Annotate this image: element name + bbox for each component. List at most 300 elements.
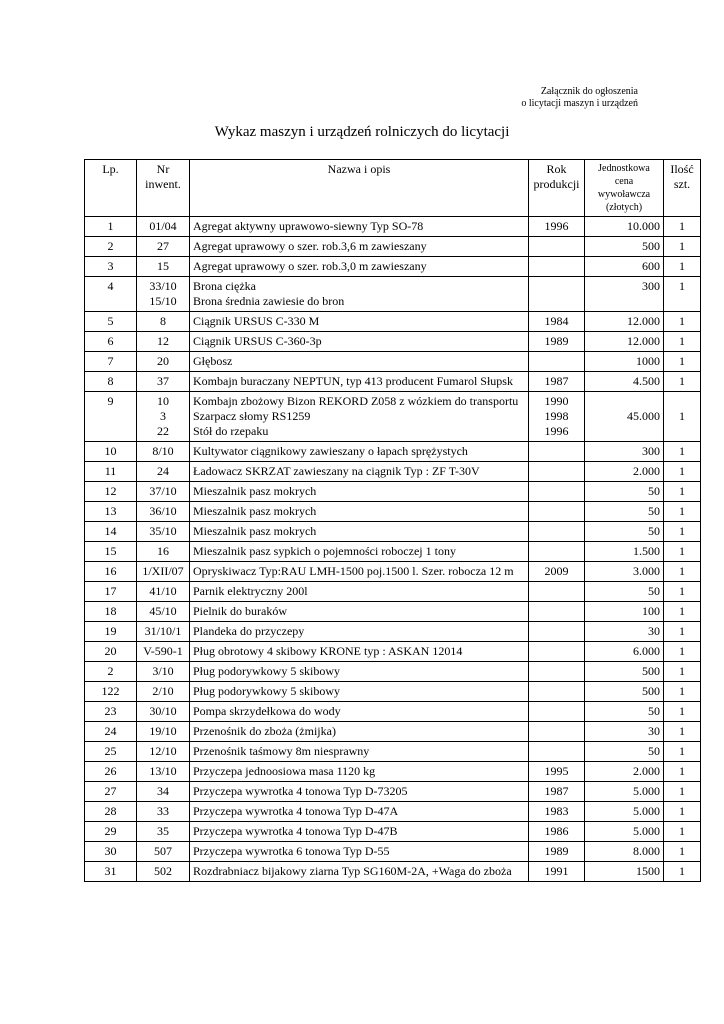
cell-inventory-number — [137, 442, 190, 462]
cell-name-line: Ładowacz SKRZAT zawieszany na ciągnik Typ : ZF T-30V — [193, 464, 480, 478]
cell-year — [529, 702, 585, 722]
cell-quantity: 1 — [664, 502, 701, 522]
cell-year — [529, 372, 585, 392]
cell-name-line: Pielnik do buraków — [193, 604, 287, 618]
cell-quantity: 1 — [664, 442, 701, 462]
cell-price: 3.000 — [585, 562, 664, 582]
cell-lp-line: 7 — [107, 354, 114, 368]
cell-inventory-number — [137, 682, 190, 702]
header-price-line4: (złotych) — [605, 202, 643, 213]
cell-lp-line: 24 — [104, 724, 117, 738]
cell-lp-line: 1 — [107, 219, 114, 233]
cell-quantity: 1 — [664, 482, 701, 502]
header-qty-line1: Ilość — [670, 162, 694, 176]
cell-year — [529, 482, 585, 502]
cell-inventory-number — [137, 702, 190, 722]
cell-name — [190, 217, 529, 237]
cell-lp — [85, 582, 137, 602]
cell-name-line: Agregat uprawowy o szer. rob.3,0 m zawieszany — [193, 259, 427, 273]
cell-quantity: 1 — [664, 522, 701, 542]
cell-lp — [85, 392, 137, 442]
cell-price: 10.000 — [585, 217, 664, 237]
cell-inventory-number-line: 22 — [157, 424, 169, 438]
header-price-line1: Jednostkowa — [598, 163, 650, 174]
cell-name — [190, 502, 529, 522]
cell-quantity: 1 — [664, 722, 701, 742]
cell-name-line: Przyczepa wywrotka 4 tonowa Typ D-73205 — [193, 784, 408, 798]
cell-price: 8.000 — [585, 842, 664, 862]
cell-lp-line: 30 — [104, 844, 117, 858]
attachment-note — [521, 86, 638, 110]
cell-price: 300 — [585, 277, 664, 312]
cell-inventory-number-line: 41/10 — [149, 584, 177, 598]
cell-name — [190, 392, 529, 442]
cell-lp — [85, 372, 137, 392]
cell-lp — [85, 352, 137, 372]
cell-inventory-number-line: 24 — [157, 464, 169, 478]
cell-inventory-number — [137, 237, 190, 257]
cell-year — [529, 237, 585, 257]
cell-year — [529, 217, 585, 237]
cell-inventory-number-line: 35/10 — [149, 524, 177, 538]
cell-lp-line: 9 — [107, 394, 114, 408]
cell-inventory-number-line: 15 — [157, 259, 169, 273]
cell-name-line: Brona średnia zawiesie do bron — [193, 294, 345, 308]
table-row — [85, 237, 701, 257]
cell-lp — [85, 602, 137, 622]
cell-year — [529, 642, 585, 662]
cell-quantity: 1 — [664, 542, 701, 562]
cell-year-line: 1987 — [544, 374, 569, 388]
cell-year — [529, 352, 585, 372]
cell-quantity: 1 — [664, 217, 701, 237]
cell-inventory-number-line: 27 — [157, 239, 169, 253]
cell-quantity: 1 — [664, 842, 701, 862]
cell-price: 5.000 — [585, 822, 664, 842]
cell-year — [529, 257, 585, 277]
cell-lp-line: 2 — [107, 239, 114, 253]
cell-year-line: 1983 — [544, 804, 569, 818]
cell-inventory-number-line: V-590-1 — [143, 644, 183, 658]
cell-name — [190, 842, 529, 862]
cell-lp-line: 12 — [104, 484, 117, 498]
cell-year — [529, 682, 585, 702]
table-row — [85, 802, 701, 822]
cell-lp — [85, 682, 137, 702]
cell-inventory-number-line: 15/10 — [149, 294, 177, 308]
cell-name-line: Parnik elektryczny 200l — [193, 584, 308, 598]
cell-lp — [85, 642, 137, 662]
cell-price: 50 — [585, 742, 664, 762]
cell-lp — [85, 482, 137, 502]
cell-year-line: 1995 — [544, 764, 569, 778]
cell-inventory-number-line: 10 — [157, 394, 169, 408]
header-price — [585, 160, 664, 217]
cell-year — [529, 392, 585, 442]
table-row — [85, 842, 701, 862]
cell-inventory-number-line: 33 — [157, 804, 169, 818]
cell-inventory-number — [137, 622, 190, 642]
cell-year — [529, 742, 585, 762]
table-row — [85, 542, 701, 562]
cell-inventory-number — [137, 822, 190, 842]
table-row — [85, 862, 701, 882]
cell-name — [190, 642, 529, 662]
table-row — [85, 602, 701, 622]
cell-lp — [85, 442, 137, 462]
cell-lp-line: 29 — [104, 824, 117, 838]
cell-name — [190, 462, 529, 482]
cell-quantity: 1 — [664, 642, 701, 662]
cell-lp — [85, 277, 137, 312]
cell-lp — [85, 822, 137, 842]
cell-inventory-number — [137, 602, 190, 622]
cell-inventory-number — [137, 742, 190, 762]
table-row — [85, 562, 701, 582]
cell-inventory-number — [137, 392, 190, 442]
cell-name — [190, 602, 529, 622]
cell-name-line: Przyczepa wywrotka 4 tonowa Typ D-47B — [193, 824, 398, 838]
cell-inventory-number-line: 45/10 — [149, 604, 177, 618]
cell-year — [529, 442, 585, 462]
cell-lp — [85, 312, 137, 332]
equipment-table — [84, 159, 701, 882]
header-year — [529, 160, 585, 217]
cell-lp — [85, 522, 137, 542]
cell-year — [529, 842, 585, 862]
cell-lp-line: 15 — [104, 544, 117, 558]
cell-name — [190, 742, 529, 762]
cell-name-line: Pompa skrzydełkowa do wody — [193, 704, 341, 718]
cell-price: 2.000 — [585, 462, 664, 482]
cell-name-line: Przenośnik do zboża (żmijka) — [193, 724, 336, 738]
cell-lp — [85, 662, 137, 682]
cell-inventory-number — [137, 482, 190, 502]
cell-year-line: 1984 — [544, 314, 569, 328]
cell-year — [529, 312, 585, 332]
cell-name-line: Plandeka do przyczepy — [193, 624, 305, 638]
cell-quantity: 1 — [664, 762, 701, 782]
cell-quantity: 1 — [664, 352, 701, 372]
cell-quantity: 1 — [664, 802, 701, 822]
cell-price: 30 — [585, 622, 664, 642]
cell-inventory-number-line: 1/XII/07 — [142, 564, 184, 578]
table-row — [85, 682, 701, 702]
cell-quantity: 1 — [664, 782, 701, 802]
cell-price: 1500 — [585, 862, 664, 882]
cell-year — [529, 277, 585, 312]
cell-year — [529, 762, 585, 782]
cell-name-line: Ciągnik URSUS C-330 M — [193, 314, 320, 328]
cell-lp — [85, 802, 137, 822]
header-inventory-number — [137, 160, 190, 217]
cell-price: 500 — [585, 237, 664, 257]
cell-lp-line: 2 — [107, 664, 114, 678]
cell-inventory-number-line: 16 — [157, 544, 169, 558]
cell-year-line: 1996 — [544, 219, 569, 233]
cell-lp-line: 5 — [107, 314, 114, 328]
cell-inventory-number-line: 35 — [157, 824, 169, 838]
table-row — [85, 782, 701, 802]
cell-name-line: Mieszalnik pasz mokrych — [193, 504, 317, 518]
cell-price: 500 — [585, 662, 664, 682]
cell-name-line: Ciągnik URSUS C-360-3p — [193, 334, 322, 348]
cell-inventory-number-line: 8 — [160, 314, 166, 328]
cell-price: 6.000 — [585, 642, 664, 662]
cell-price: 12.000 — [585, 312, 664, 332]
cell-name — [190, 332, 529, 352]
cell-lp-line: 14 — [104, 524, 117, 538]
cell-lp-line: 20 — [104, 644, 117, 658]
cell-inventory-number — [137, 722, 190, 742]
cell-inventory-number-line: 12 — [157, 334, 169, 348]
cell-lp — [85, 842, 137, 862]
table-row — [85, 742, 701, 762]
cell-inventory-number-line: 8/10 — [152, 444, 174, 458]
cell-name — [190, 762, 529, 782]
cell-lp — [85, 762, 137, 782]
cell-lp-line: 16 — [104, 564, 117, 578]
cell-price: 45.000 — [585, 392, 664, 442]
cell-year — [529, 622, 585, 642]
cell-inventory-number-line: 12/10 — [149, 744, 177, 758]
cell-name-line: Pług podorywkowy 5 skibowy — [193, 664, 341, 678]
cell-quantity: 1 — [664, 702, 701, 722]
cell-lp-line: 31 — [104, 864, 117, 878]
cell-lp — [85, 562, 137, 582]
cell-quantity: 1 — [664, 237, 701, 257]
cell-lp-line: 17 — [104, 584, 117, 598]
cell-lp — [85, 462, 137, 482]
cell-quantity: 1 — [664, 602, 701, 622]
cell-name-line: Stół do rzepaku — [193, 424, 269, 438]
cell-inventory-number-line: 34 — [157, 784, 169, 798]
cell-inventory-number-line: 20 — [157, 354, 169, 368]
cell-inventory-number-line: 33/10 — [149, 279, 177, 293]
cell-lp — [85, 782, 137, 802]
cell-name — [190, 312, 529, 332]
cell-lp-line: 23 — [104, 704, 117, 718]
cell-name-line: Agregat uprawowy o szer. rob.3,6 m zawieszany — [193, 239, 427, 253]
cell-inventory-number — [137, 802, 190, 822]
cell-lp-line: 122 — [101, 684, 120, 698]
table-header-row — [85, 160, 701, 217]
cell-year-line: 2009 — [544, 564, 569, 578]
header-quantity — [664, 160, 701, 217]
cell-inventory-number — [137, 312, 190, 332]
table-row — [85, 277, 701, 312]
cell-lp — [85, 332, 137, 352]
cell-inventory-number-line: 19/10 — [149, 724, 177, 738]
header-price-line2: cena — [614, 176, 634, 187]
table-row — [85, 722, 701, 742]
cell-inventory-number — [137, 257, 190, 277]
table-row — [85, 582, 701, 602]
cell-name-line: Głębosz — [193, 354, 233, 368]
cell-year — [529, 802, 585, 822]
cell-price: 100 — [585, 602, 664, 622]
cell-price: 1.500 — [585, 542, 664, 562]
document-title: Wykaz maszyn i urządzeń rolniczych do licytacji — [214, 124, 510, 140]
cell-year-line: 1996 — [544, 424, 569, 438]
attachment-note-line1: Załącznik do ogłoszenia — [540, 86, 638, 97]
cell-year-line: 1989 — [544, 844, 569, 858]
cell-inventory-number — [137, 217, 190, 237]
cell-inventory-number-line: 37/10 — [149, 484, 177, 498]
cell-price: 50 — [585, 502, 664, 522]
header-lp-label: Lp. — [102, 162, 119, 176]
cell-name-line: Pług obrotowy 4 skibowy KRONE typ : ASKAN 12014 — [193, 644, 463, 658]
cell-name-line: Przyczepa wywrotka 6 tonowa Typ D-55 — [193, 844, 390, 858]
cell-name — [190, 372, 529, 392]
cell-inventory-number — [137, 372, 190, 392]
cell-lp-line: 6 — [107, 334, 114, 348]
cell-lp-line: 8 — [107, 374, 114, 388]
cell-quantity: 1 — [664, 822, 701, 842]
table-row — [85, 462, 701, 482]
cell-lp-line: 11 — [104, 464, 117, 478]
cell-year-line: 1998 — [544, 409, 569, 423]
cell-quantity: 1 — [664, 392, 701, 442]
cell-name — [190, 482, 529, 502]
table-row — [85, 372, 701, 392]
cell-inventory-number-line: 507 — [154, 844, 172, 858]
table-row — [85, 502, 701, 522]
cell-price: 500 — [585, 682, 664, 702]
cell-lp — [85, 257, 137, 277]
cell-name-line: Kultywator ciągnikowy zawieszany o łapach sprężystych — [193, 444, 468, 458]
cell-inventory-number — [137, 277, 190, 312]
cell-name — [190, 782, 529, 802]
table-row — [85, 622, 701, 642]
cell-year — [529, 582, 585, 602]
header-lp — [85, 160, 137, 217]
cell-price: 5.000 — [585, 782, 664, 802]
cell-name — [190, 277, 529, 312]
cell-price: 50 — [585, 522, 664, 542]
table-row — [85, 257, 701, 277]
table-row — [85, 217, 701, 237]
cell-lp — [85, 502, 137, 522]
cell-quantity: 1 — [664, 582, 701, 602]
cell-inventory-number — [137, 502, 190, 522]
cell-inventory-number-line: 3/10 — [152, 664, 174, 678]
cell-name — [190, 542, 529, 562]
cell-name-line: Kombajn zbożowy Bizon REKORD Z058 z wózkiem do transportu — [193, 394, 519, 408]
cell-inventory-number — [137, 562, 190, 582]
cell-inventory-number-line: 36/10 — [149, 504, 177, 518]
cell-inventory-number — [137, 782, 190, 802]
cell-quantity: 1 — [664, 332, 701, 352]
cell-inventory-number-line: 3 — [160, 409, 166, 423]
cell-inventory-number — [137, 522, 190, 542]
cell-inventory-number-line: 37 — [157, 374, 169, 388]
cell-quantity: 1 — [664, 862, 701, 882]
cell-price: 1000 — [585, 352, 664, 372]
cell-quantity: 1 — [664, 372, 701, 392]
cell-name — [190, 802, 529, 822]
cell-lp-line: 10 — [104, 444, 117, 458]
cell-lp — [85, 217, 137, 237]
cell-year — [529, 332, 585, 352]
cell-year — [529, 782, 585, 802]
cell-inventory-number-line: 2/10 — [152, 684, 174, 698]
cell-name-line: Mieszalnik pasz mokrych — [193, 484, 317, 498]
cell-inventory-number — [137, 352, 190, 372]
attachment-note-line2: o licytacji maszyn i urządzeń — [521, 98, 638, 109]
cell-year-line: 1987 — [544, 784, 569, 798]
cell-quantity: 1 — [664, 682, 701, 702]
cell-price: 50 — [585, 482, 664, 502]
cell-name — [190, 722, 529, 742]
cell-name-line: Przyczepa jednoosiowa masa 1120 kg — [193, 764, 376, 778]
cell-price: 600 — [585, 257, 664, 277]
cell-name — [190, 702, 529, 722]
cell-lp — [85, 542, 137, 562]
cell-inventory-number — [137, 332, 190, 352]
cell-name-line: Agregat aktywny uprawowo-siewny Typ SO-78 — [193, 219, 424, 233]
table-row — [85, 392, 701, 442]
header-nr-line2: inwent. — [145, 177, 181, 191]
cell-quantity: 1 — [664, 312, 701, 332]
header-price-line3: wywoławcza — [597, 189, 651, 200]
cell-name-line: Mieszalnik pasz mokrych — [193, 524, 317, 538]
cell-inventory-number-line: 502 — [154, 864, 172, 878]
cell-name-line: Pług podorywkowy 5 skibowy — [193, 684, 341, 698]
cell-name-line: Opryskiwacz Typ:RAU LMH-1500 poj.1500 l. Szer. robocza 12 m — [193, 564, 514, 578]
cell-lp-line: 4 — [107, 279, 114, 293]
cell-name — [190, 562, 529, 582]
cell-quantity: 1 — [664, 742, 701, 762]
cell-lp — [85, 702, 137, 722]
cell-lp — [85, 622, 137, 642]
cell-quantity: 1 — [664, 562, 701, 582]
cell-year — [529, 862, 585, 882]
cell-lp-line: 19 — [104, 624, 117, 638]
cell-year-line: 1990 — [544, 394, 569, 408]
cell-inventory-number — [137, 642, 190, 662]
cell-year — [529, 462, 585, 482]
cell-name — [190, 622, 529, 642]
table-row — [85, 822, 701, 842]
cell-price: 4.500 — [585, 372, 664, 392]
cell-price: 50 — [585, 582, 664, 602]
cell-year — [529, 562, 585, 582]
cell-lp — [85, 862, 137, 882]
cell-year-line: 1991 — [544, 864, 569, 878]
cell-price: 5.000 — [585, 802, 664, 822]
cell-price: 12.000 — [585, 332, 664, 352]
header-name — [190, 160, 529, 217]
table-row — [85, 352, 701, 372]
cell-name-line: Przenośnik taśmowy 8m niesprawny — [193, 744, 370, 758]
table-row — [85, 702, 701, 722]
table-row — [85, 312, 701, 332]
cell-price: 2.000 — [585, 762, 664, 782]
cell-inventory-number — [137, 582, 190, 602]
cell-year — [529, 662, 585, 682]
cell-price: 30 — [585, 722, 664, 742]
table-row — [85, 642, 701, 662]
cell-quantity: 1 — [664, 662, 701, 682]
cell-lp-line: 27 — [104, 784, 117, 798]
table-row — [85, 662, 701, 682]
table-row — [85, 442, 701, 462]
table-row — [85, 522, 701, 542]
cell-year — [529, 542, 585, 562]
cell-name-line: Szarpacz słomy RS1259 — [193, 409, 311, 423]
cell-lp-line: 25 — [104, 744, 117, 758]
